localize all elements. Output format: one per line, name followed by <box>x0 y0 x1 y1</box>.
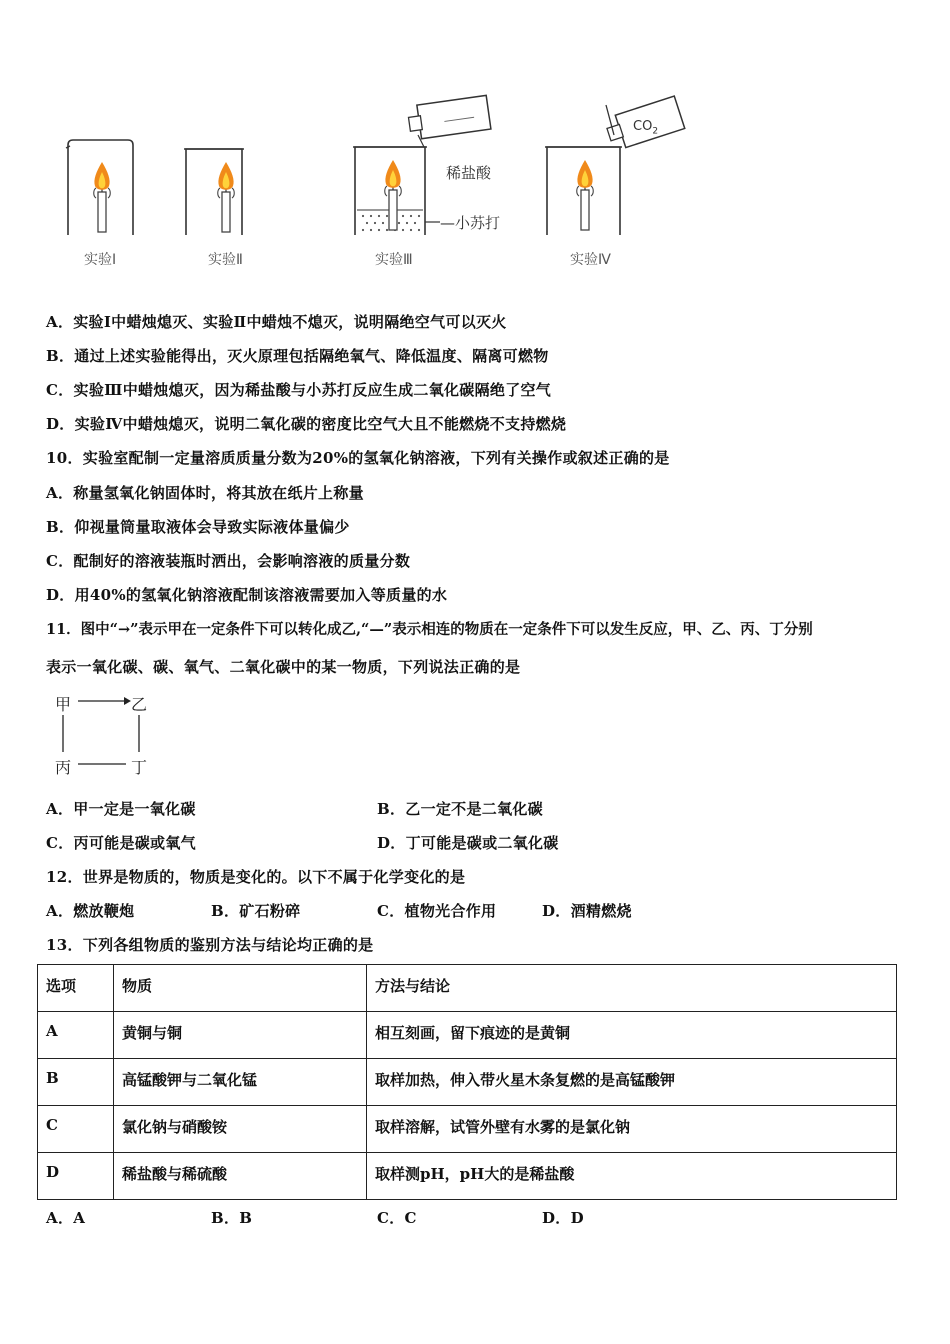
reagent-soda-text: 小苏打 <box>455 214 501 232</box>
q13-option-c: C．C <box>377 1209 417 1227</box>
q9-option-a: A．实验Ⅰ中蜡烛熄灭、实验Ⅱ中蜡烛不熄灭，说明隔绝空气可以灭火 <box>46 313 507 331</box>
q10-option-d: D．用40%的氢氧化钠溶液配制该溶液需要加入等质量的水 <box>46 586 448 604</box>
beaker-experiment-2 <box>184 149 244 235</box>
diagram-connectors <box>0 680 200 780</box>
beaker-experiment-4 <box>545 96 685 235</box>
q13-option-d: D．D <box>542 1209 584 1227</box>
co2-label <box>633 119 658 137</box>
row-substance: 氯化钠与硝酸铵 <box>114 1106 367 1153</box>
q13-stem: 13．下列各组物质的鉴别方法与结论均正确的是 <box>46 936 374 954</box>
experiment-label-2: 实验Ⅱ <box>208 252 243 268</box>
table-row <box>38 1012 897 1059</box>
q9-option-d: D．实验Ⅳ中蜡烛熄灭，说明二氧化碳的密度比空气大且不能燃烧不支持燃烧 <box>46 415 567 433</box>
row-option: D <box>38 1153 114 1200</box>
co2-text: CO <box>633 119 653 134</box>
row-substance: 高锰酸钾与二氧化锰 <box>114 1059 367 1106</box>
table-header-row <box>38 965 897 1012</box>
experiment-label-4: 实验Ⅳ <box>570 252 611 268</box>
q9-option-c: C．实验Ⅲ中蜡烛熄灭，因为稀盐酸与小苏打反应生成二氧化碳隔绝了空气 <box>46 381 552 399</box>
q12-option-d: D．酒精燃烧 <box>542 902 632 920</box>
row-option: C <box>38 1106 114 1153</box>
row-option: B <box>38 1059 114 1106</box>
q10-stem: 10．实验室配制一定量溶质质量分数为20%的氢氧化钠溶液，下列有关操作或叙述正确的是 <box>46 449 670 467</box>
q10-option-b: B．仰视量筒量取液体会导致实际液体量偏少 <box>46 518 350 536</box>
row-method: 相互刻画，留下痕迹的是黄铜 <box>367 1012 897 1059</box>
beaker-experiment-1 <box>66 140 133 235</box>
q12-stem: 12．世界是物质的，物质是变化的。以下不属于化学变化的是 <box>46 868 466 886</box>
table-row <box>38 1106 897 1153</box>
row-method: 取样测pH，pH大的是稀盐酸 <box>367 1153 897 1200</box>
diagram-node-jia: 甲 <box>55 695 72 714</box>
q11-option-a: A．甲一定是一氧化碳 <box>46 800 196 818</box>
q13-option-b: B．B <box>211 1209 253 1227</box>
q13-table <box>37 964 897 1200</box>
experiment-label-1: 实验Ⅰ <box>84 252 117 268</box>
q10-option-a: A．称量氢氧化钠固体时，将其放在纸片上称量 <box>46 484 364 502</box>
row-substance: 稀盐酸与稀硫酸 <box>114 1153 367 1200</box>
q11-option-b: B．乙一定不是二氧化碳 <box>377 800 543 818</box>
candle-experiments-figure <box>0 0 950 290</box>
q11-option-c: C．丙可能是碳或氧气 <box>46 834 196 852</box>
q11-stem-line1: 11．图中“→”表示甲在一定条件下可以转化成乙,“—”表示相连的物质在一定条件下可以发生反应，甲、乙、丙、丁分别 <box>46 621 813 638</box>
q12-option-a: A．燃放鞭炮 <box>46 902 135 920</box>
diagram-node-bing: 丙 <box>55 758 72 777</box>
q11-option-d: D．丁可能是碳或二氧化碳 <box>377 834 559 852</box>
reagent-acid-label: 稀盐酸 <box>446 164 492 182</box>
row-method: 取样溶解，试管外壁有水雾的是氯化钠 <box>367 1106 897 1153</box>
q12-option-b: B．矿石粉碎 <box>211 902 301 920</box>
q11-stem-line2: 表示一氧化碳、碳、氧气、二氧化碳中的某一物质，下列说法正确的是 <box>46 658 521 676</box>
table-row <box>38 1153 897 1200</box>
q9-option-b: B．通过上述实验能得出，灭火原理包括隔绝氧气、降低温度、隔离可燃物 <box>46 347 549 365</box>
diagram-node-ding: 丁 <box>131 758 148 777</box>
q12-option-c: C．植物光合作用 <box>377 902 497 920</box>
table-row <box>38 1059 897 1106</box>
co2-subscript: 2 <box>652 126 659 137</box>
header-option: 选项 <box>38 965 114 1012</box>
reagent-soda-label: —小苏打 <box>440 214 501 232</box>
q13-option-a: A．A <box>46 1209 86 1227</box>
row-method: 取样加热，伸入带火星木条复燃的是高锰酸钾 <box>367 1059 897 1106</box>
arrow-head-icon <box>124 697 131 705</box>
row-option: A <box>38 1012 114 1059</box>
diagram-node-yi: 乙 <box>131 695 148 714</box>
header-substance: 物质 <box>114 965 367 1012</box>
header-method: 方法与结论 <box>367 965 897 1012</box>
experiment-label-3: 实验Ⅲ <box>375 252 413 268</box>
q10-option-c: C．配制好的溶液装瓶时洒出，会影响溶液的质量分数 <box>46 552 411 570</box>
row-substance: 黄铜与铜 <box>114 1012 367 1059</box>
